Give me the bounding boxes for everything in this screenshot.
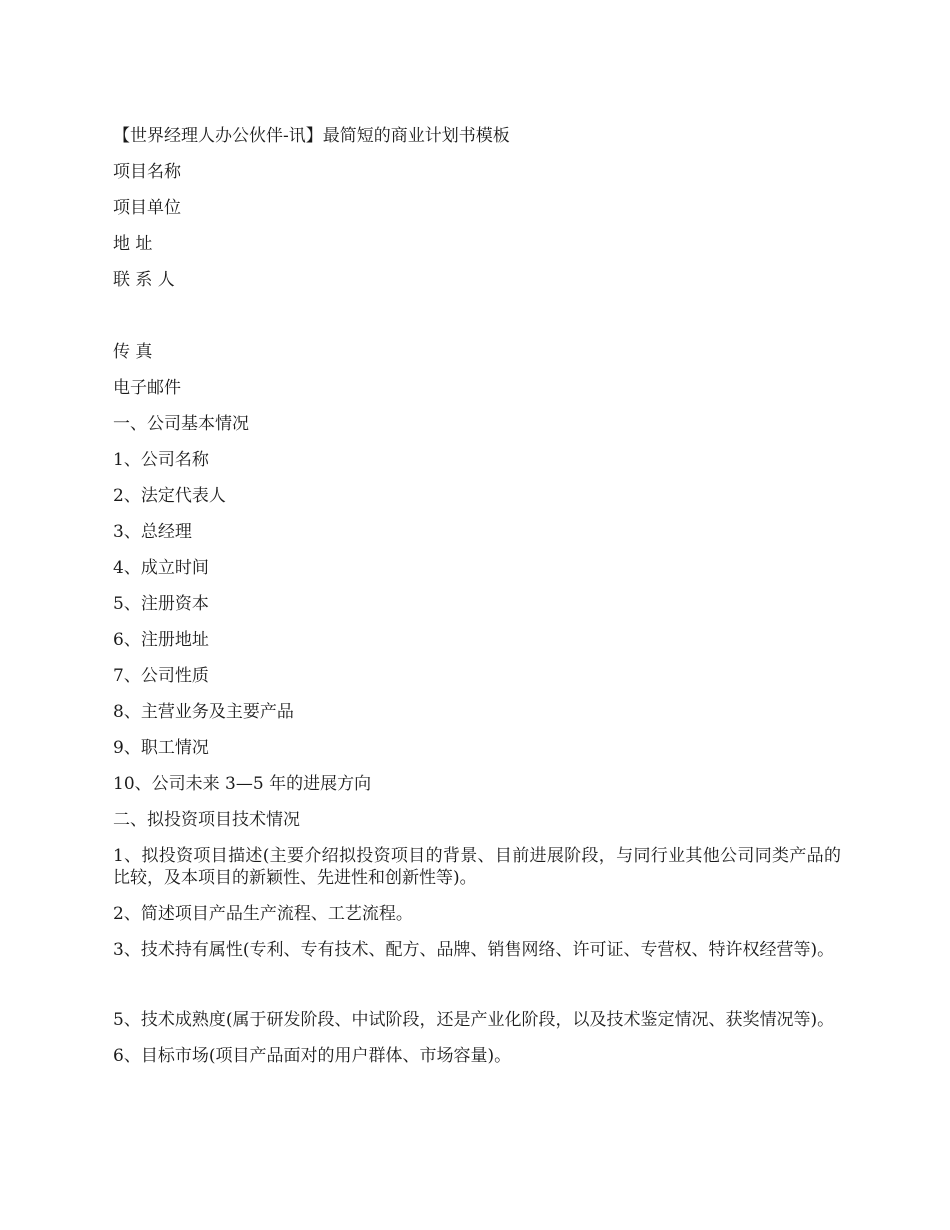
list-item: 5、技术成熟度(属于研发阶段、中试阶段，还是产业化阶段，以及技术鉴定情况、获奖情况等)。 [113,1010,835,1030]
field-contact-person: 联 系 人 [113,270,175,290]
list-item: 7、公司性质 [113,666,209,686]
list-item: 1、拟投资项目描述(主要介绍拟投资项目的背景、目前进展阶段，与同行业其他公司同类产品的比较，及本项目的新颖性、先进性和创新性等)。 [113,846,841,888]
document-title: 【世界经理人办公伙伴-讯】最简短的商业计划书模板 [113,126,510,146]
list-item: 10、公司未来 3—5 年的进展方向 [113,774,372,794]
list-item: 2、法定代表人 [113,486,226,506]
section-heading-technology: 二、拟投资项目技术情况 [113,810,300,830]
section-heading-company: 一、公司基本情况 [113,414,249,434]
list-item: 1、公司名称 [113,450,209,470]
field-email: 电子邮件 [113,378,181,398]
list-item: 6、注册地址 [113,630,209,650]
list-item: 3、总经理 [113,522,192,542]
field-project-unit: 项目单位 [113,198,181,218]
list-item: 3、技术持有属性(专利、专有技术、配方、品牌、销售网络、许可证、专营权、特许权经营等)。 [113,940,835,960]
list-item: 2、简述项目产品生产流程、工艺流程。 [113,904,413,924]
document-body [113,125,841,1081]
field-address: 地 址 [113,234,153,254]
list-item: 9、职工情况 [113,738,209,758]
field-fax: 传 真 [113,342,153,362]
list-item: 4、成立时间 [113,558,209,578]
list-item: 8、主营业务及主要产品 [113,702,294,722]
list-item: 6、目标市场(项目产品面对的用户群体、市场容量)。 [113,1046,512,1066]
field-project-name: 项目名称 [113,162,181,182]
blank-spacer [113,305,841,341]
list-item: 5、注册资本 [113,594,209,614]
blank-spacer [113,975,841,1009]
